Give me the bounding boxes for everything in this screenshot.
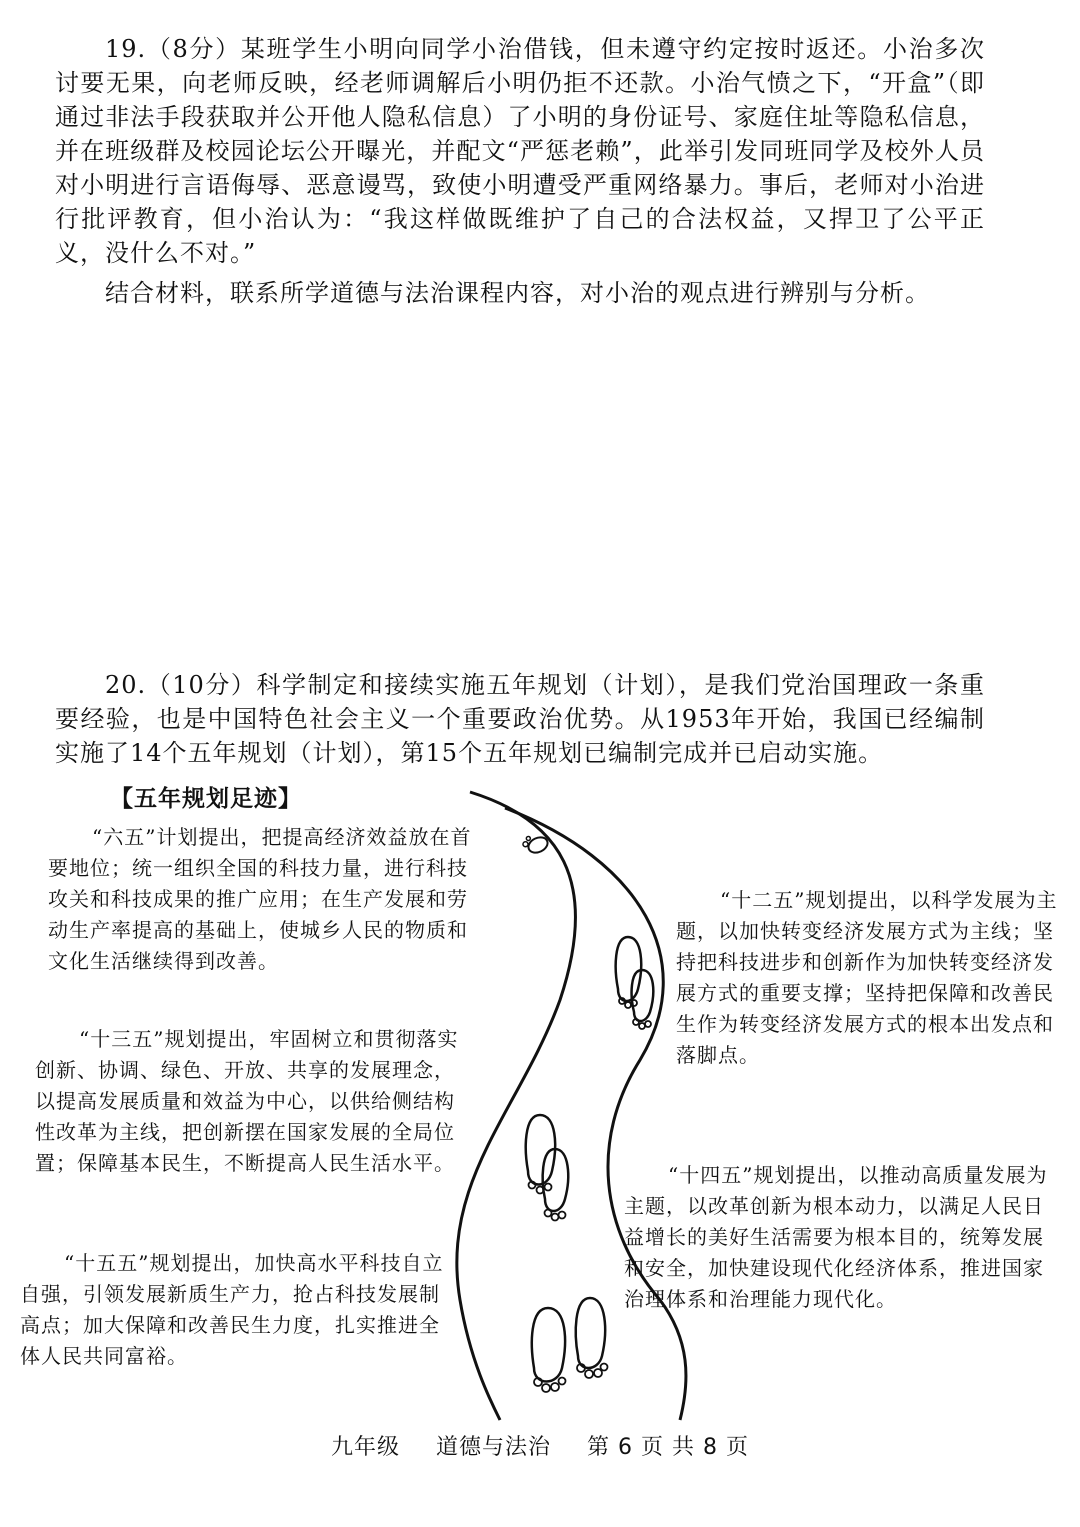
plan-13th-text: “十三五”规划提出，牢固树立和贯彻落实创新、协调、绿色、开放、共享的发展理念，以提高发展质量和效益为中心，以供给侧结构性改革为主线，把创新摆在国家发展的全局位置；保障基本民生，不断提高人民生活水平。 [35,1027,459,1175]
page-footer [0,1430,1080,1461]
question-19-text: 19.（8分）某班学生小明向同学小治借钱，但未遵守约定按时返还。小治多次讨要无果，向老师反映，经老师调解后小明仍拒不还款。小治气愤之下，“开盒”（即通过非法手段获取并公开他人隐私信息）了小明的身份证号、家庭住址等隐私信息，并在班级群及校园论坛公开曝光，并配文“严惩老赖”，此举引发同班同学及校外人员对小明进行言语侮辱、恶意谩骂，致使小明遭受严重网络暴力。事后，老师对小治进行批评教育，但小治认为：“我这样做既维护了自己的合法权益，又捍卫了公平正义，没什么不对。” [55,35,985,267]
plan-6th-text: “六五”计划提出，把提高经济效益放在首要地位；统一组织全国的科技力量，进行科技攻关和科技成果的推广应用；在生产发展和劳动生产率提高的基础上，使城乡人民的物质和文化生活继续得到改善。 [48,825,472,973]
footer-subject: 道德与法治 [436,1435,552,1460]
question-19-instruction: 结合材料，联系所学道德与法治课程内容，对小治的观点进行辨别与分析。 [105,279,930,307]
footprint-icon [576,1298,608,1378]
footprint-icon [532,1308,566,1392]
footer-page-number: 第 6 页 共 8 页 [587,1435,749,1460]
question-20-text: 20.（10分）科学制定和接续实施五年规划（计划），是我们党治国理政一条重要经验，也是中国特色社会主义一个重要政治优势。从1953年开始，我国已经编制实施了14个五年规划（计划），第15个五年规划已编制完成并已启动实施。 [55,671,985,767]
plan-12th-text: “十二五”规划提出，以科学发展为主题，以加快转变经济发展方式为主线；坚持把科技进步和创新作为加快转变经济发展方式的重要支撑；坚持把保障和改善民生作为转变经济发展方式的根本出发点和落脚点。 [676,888,1058,1067]
section-title: 【五年规划足迹】 [110,786,302,812]
plan-15th-text: “十五五”规划提出，加快高水平科技自立自强，引领发展新质生产力，抢占科技发展制高点；加大保障和改善民生力度，扎实推进全体人民共同富裕。 [20,1251,444,1368]
plan-14th-text: “十四五”规划提出，以推动高质量发展为主题，以改革创新为根本动力，以满足人民日益增长的美好生活需要为根本目的，统筹发展和安全，加快建设现代化经济体系，推进国家治理体系和治理能力现代化。 [624,1163,1048,1311]
footprint-icon [526,1115,555,1194]
footer-grade: 九年级 [331,1435,401,1460]
